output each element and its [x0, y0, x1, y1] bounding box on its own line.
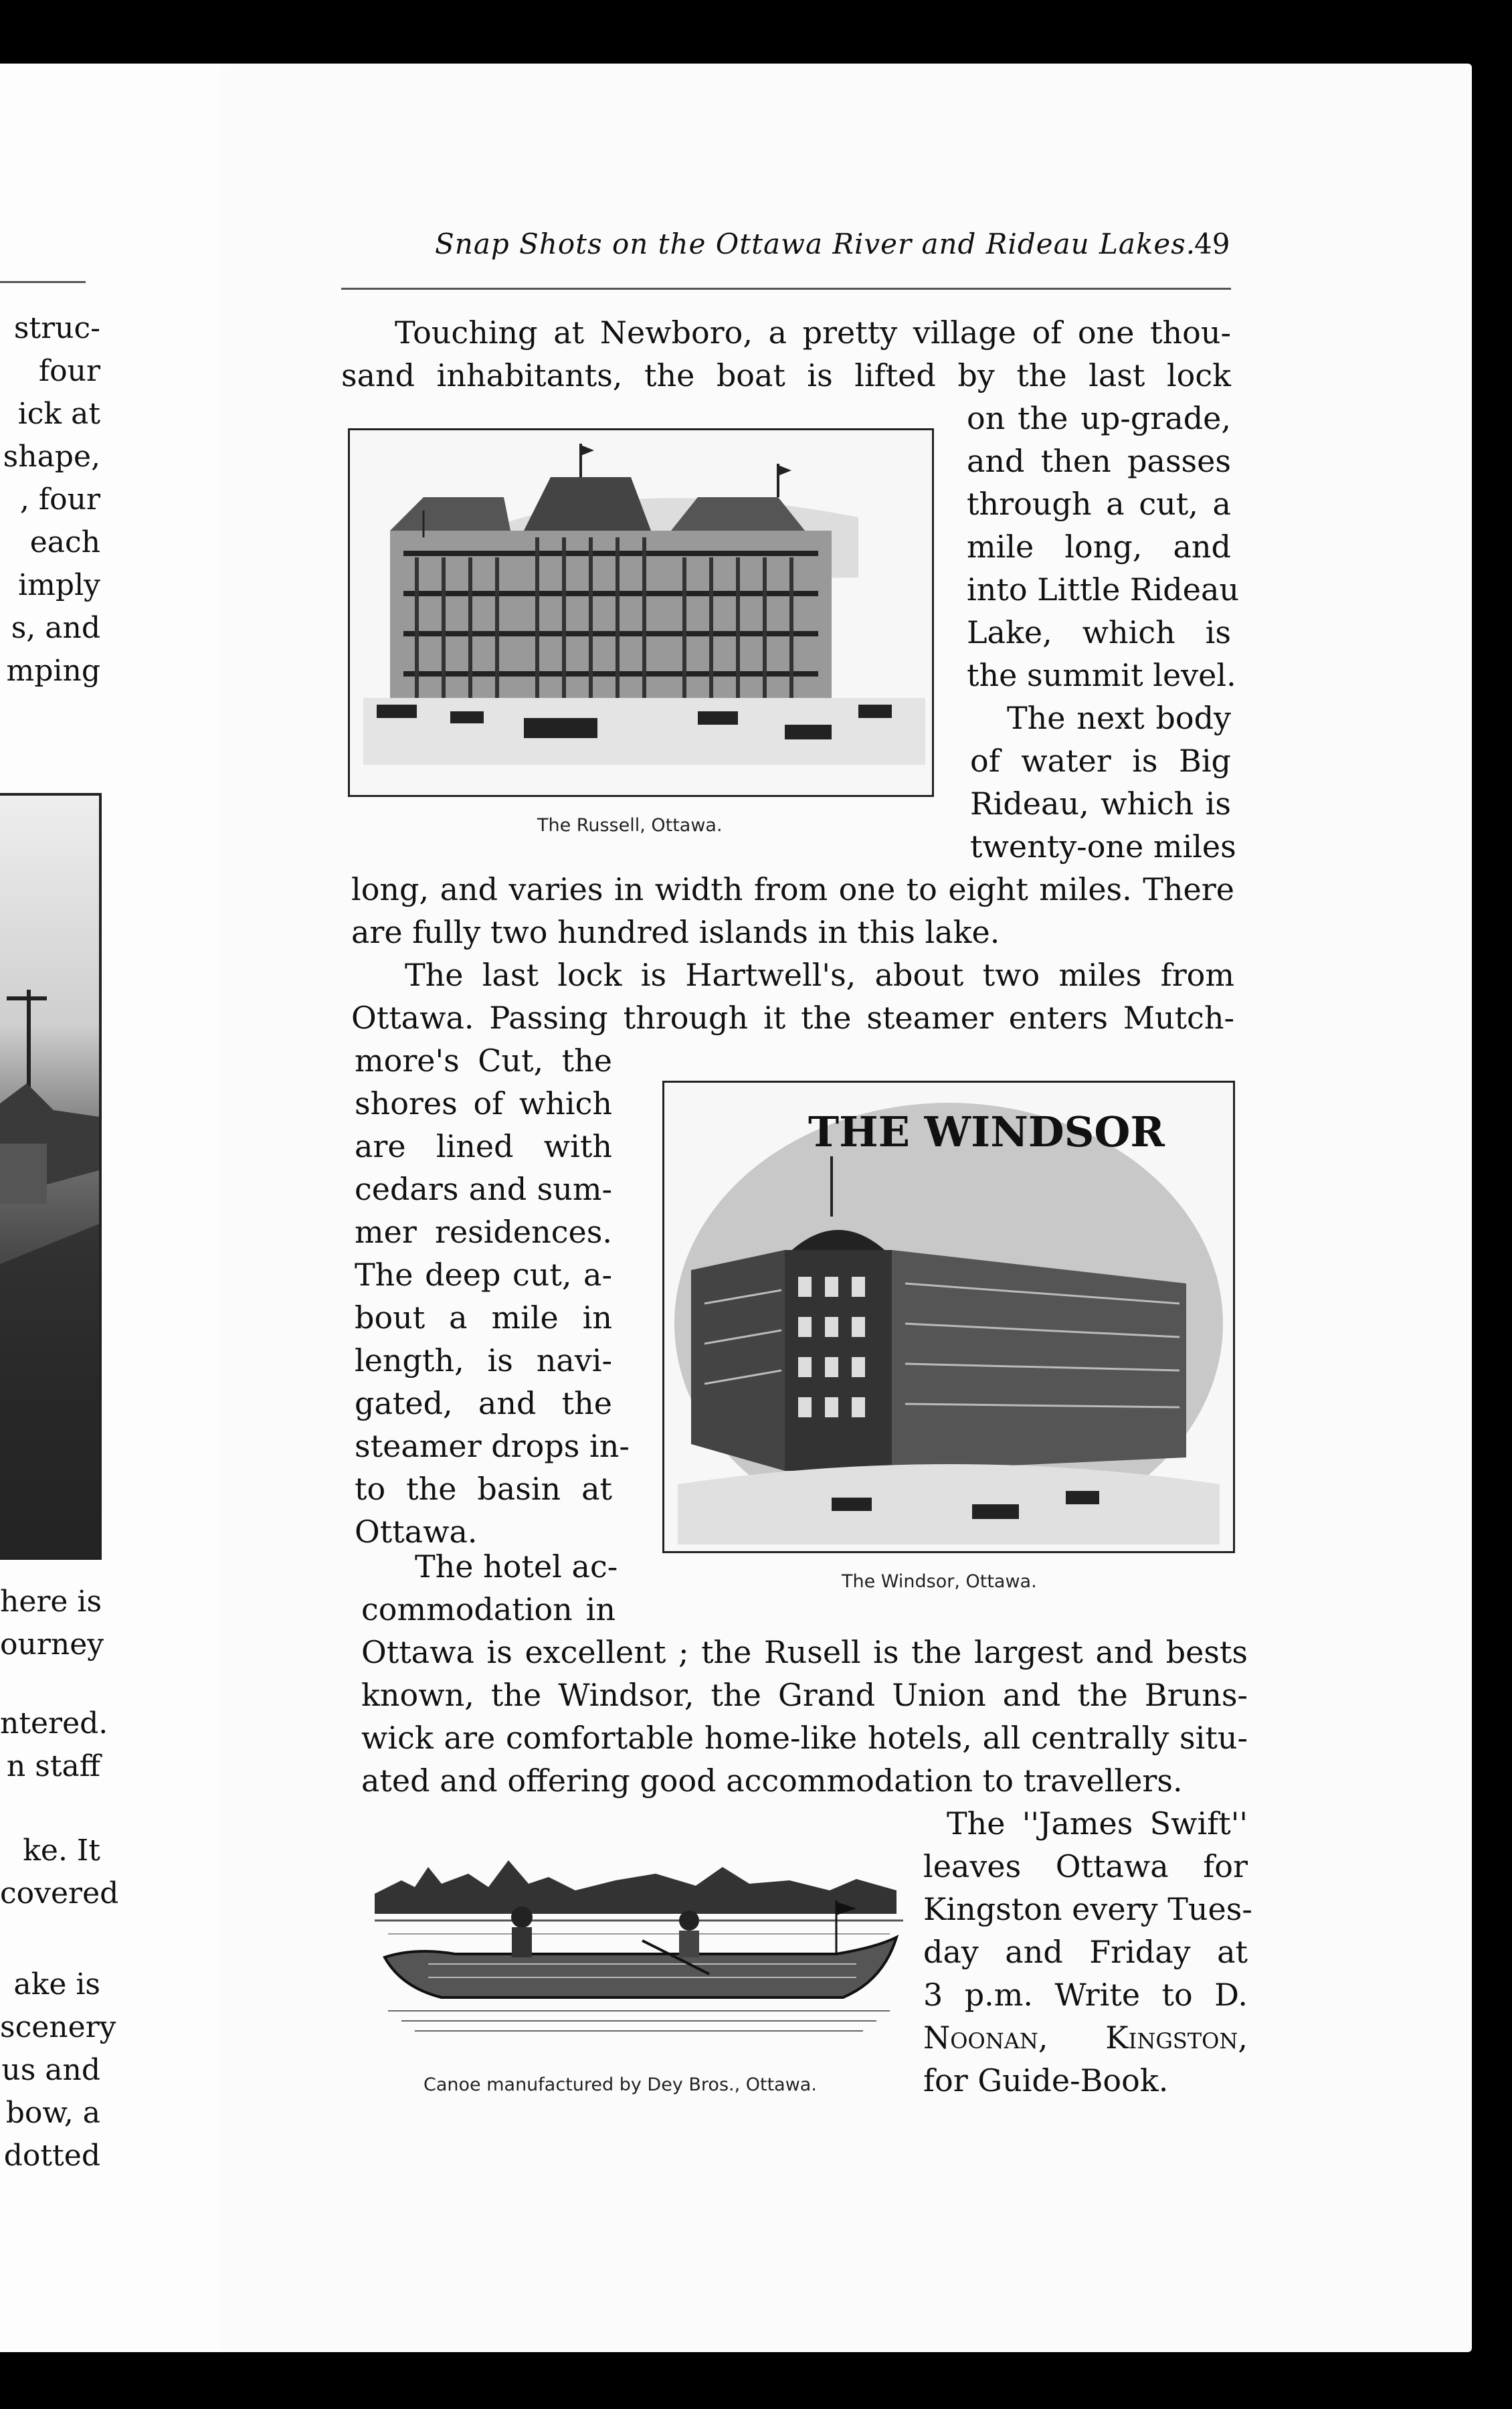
left-line: imply — [18, 568, 100, 602]
text-line: for Guide-Book. — [923, 2062, 1169, 2099]
text-line: Lake, which is — [967, 614, 1231, 650]
text-line: and then passes — [967, 443, 1231, 479]
header-rule — [341, 288, 1231, 290]
left-line: us and — [1, 2053, 100, 2087]
text-line: 3 p.m. Write to D. — [923, 1977, 1248, 2013]
left-line: scenery — [0, 2010, 116, 2044]
text-line: twenty-one miles — [970, 828, 1236, 865]
left-line: n staff — [6, 1749, 100, 1783]
text-line: are fully two hundred islands in this lake. — [351, 914, 1000, 950]
windsor-hotel-engraving — [664, 1083, 1233, 1551]
text-line: sand inhabitants, the boat is lifted by the last lock — [341, 357, 1231, 393]
russell-caption: The Russell, Ottawa. — [537, 815, 723, 836]
text-line: Ottawa is excellent ; the Rusell is the largest and bests — [361, 1634, 1248, 1670]
text-line: Noonan, Kingston, — [923, 2020, 1248, 2056]
left-page-photo — [0, 793, 102, 1560]
text-line: long, and varies in width from one to eight miles. There — [351, 871, 1234, 907]
text-line: The last lock is Hartwell's, about two miles from — [405, 957, 1234, 993]
left-line: , four — [19, 482, 100, 517]
canoe-engraving — [375, 1827, 903, 2068]
canoe-caption: Canoe manufactured by Dey Bros., Ottawa. — [423, 2074, 817, 2095]
left-line: s, and — [11, 611, 100, 645]
text-line: Kingston every Tues- — [923, 1891, 1252, 1927]
text-line: mer residences. — [355, 1214, 612, 1250]
text-line: The hotel ac- — [415, 1548, 618, 1585]
text-line: more's Cut, the — [355, 1043, 612, 1079]
left-page — [0, 64, 249, 2352]
text-line: shores of which — [355, 1085, 612, 1122]
text-line: Ottawa. Passing through it the steamer enters Mutch- — [351, 1000, 1234, 1036]
text-line: leaves Ottawa for — [923, 1848, 1248, 1884]
text-line: commodation in — [361, 1591, 616, 1627]
text-line: The deep cut, a- — [355, 1257, 612, 1293]
page-number: 49 — [1194, 228, 1230, 260]
russell-hotel-engraving — [350, 430, 932, 795]
text-line: mile long, and — [967, 529, 1231, 565]
russell-hotel-figure — [348, 428, 934, 797]
text-line: on the up-grade, — [967, 400, 1231, 436]
text-line: The next body — [1007, 700, 1231, 736]
text-line: to the basin at — [355, 1471, 612, 1507]
left-line: struc- — [13, 311, 100, 345]
left-line: shape, — [3, 440, 100, 474]
left-line: covered — [0, 1876, 119, 1910]
text-line: through a cut, a — [967, 486, 1231, 522]
text-line: into Little Rideau — [967, 571, 1239, 608]
text-line: Ottawa. — [355, 1514, 478, 1550]
left-line: ourney — [0, 1627, 104, 1662]
text-line: ated and offering good accommodation to travellers. — [361, 1763, 1183, 1799]
left-line: bow, a — [5, 2096, 100, 2130]
left-line: four — [38, 354, 100, 388]
text-line: are lined with — [355, 1128, 612, 1164]
windsor-hotel-figure — [662, 1081, 1235, 1553]
running-title: Snap Shots on the Ottawa River and Rideau Lakes. — [435, 228, 1196, 260]
text-line: wick are comfortable home-like hotels, all centrally situ- — [361, 1720, 1248, 1756]
text-line: bout a mile in — [355, 1300, 612, 1336]
left-line: ick at — [17, 397, 100, 431]
text-line: The ''James Swift'' — [947, 1805, 1248, 1842]
text-line: cedars and sum- — [355, 1171, 612, 1207]
left-line: dotted — [3, 2139, 100, 2173]
text-line: of water is Big — [970, 743, 1231, 779]
left-line: each — [29, 525, 100, 559]
text-line: length, is navi- — [355, 1342, 612, 1378]
text-line: day and Friday at — [923, 1934, 1248, 1970]
windsor-sign-text: THE WINDSOR — [808, 1107, 1165, 1156]
text-line: Touching at Newboro, a pretty village of one thou- — [395, 315, 1231, 351]
text-line: Rideau, which is — [970, 786, 1231, 822]
text-line: the summit level. — [967, 657, 1236, 693]
text-line: gated, and the — [355, 1385, 612, 1421]
left-header-rule — [0, 281, 86, 283]
left-line: ake is — [13, 1967, 100, 2001]
text-line: steamer drops in- — [355, 1428, 630, 1464]
left-line: ke. It — [23, 1834, 100, 1868]
text-line: known, the Windsor, the Grand Union and the Bruns- — [361, 1677, 1248, 1713]
left-line: here is — [0, 1585, 102, 1619]
canoe-figure — [375, 1827, 903, 2068]
windsor-caption: The Windsor, Ottawa. — [842, 1571, 1037, 1592]
left-line: mping — [6, 654, 100, 688]
left-line: ntered. — [0, 1706, 108, 1741]
